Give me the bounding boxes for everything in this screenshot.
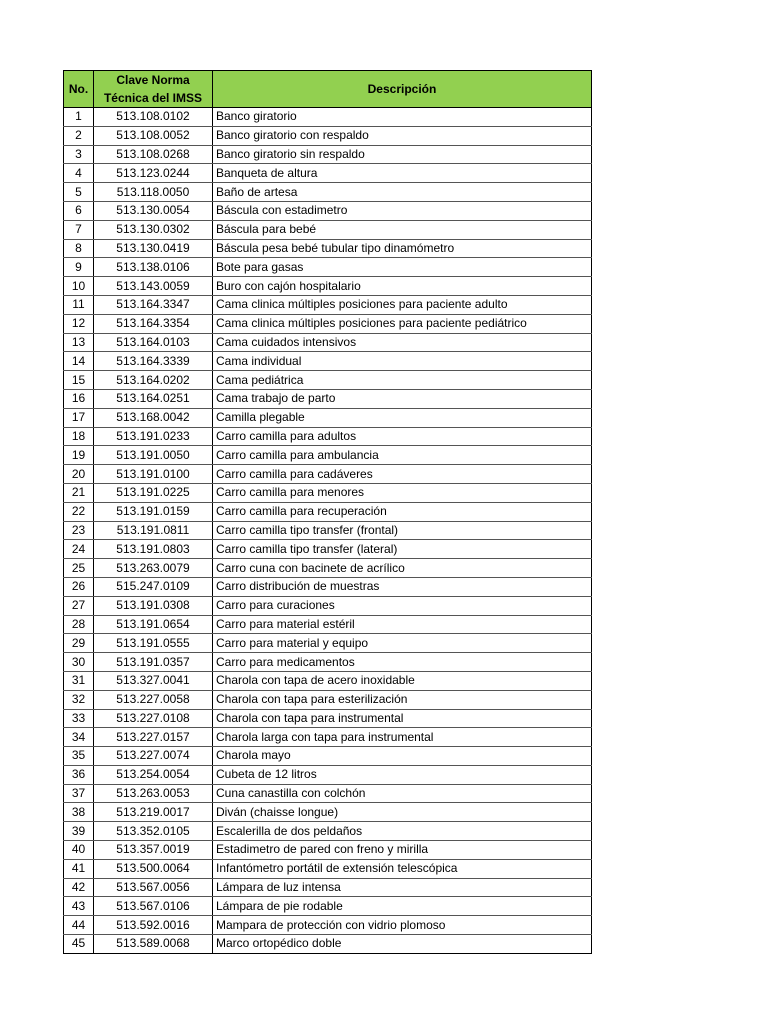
descripcion-cell: Charola con tapa para esterilización bbox=[213, 690, 592, 709]
table-row bbox=[64, 220, 592, 239]
row-number-cell: 11 bbox=[64, 295, 94, 314]
descripcion-cell: Carro camilla tipo transfer (frontal) bbox=[213, 521, 592, 540]
table-row bbox=[64, 615, 592, 634]
table-row bbox=[64, 371, 592, 390]
header-row bbox=[64, 71, 592, 108]
descripcion-cell: Cama clinica múltiples posiciones para paciente adulto bbox=[213, 295, 592, 314]
row-number-cell: 30 bbox=[64, 653, 94, 672]
row-number-cell: 6 bbox=[64, 201, 94, 220]
clave-cell: 513.164.0251 bbox=[94, 389, 213, 408]
clave-cell: 513.191.0811 bbox=[94, 521, 213, 540]
row-number-cell: 42 bbox=[64, 878, 94, 897]
row-number-cell: 17 bbox=[64, 408, 94, 427]
row-number-cell: 31 bbox=[64, 671, 94, 690]
row-number-cell: 8 bbox=[64, 239, 94, 258]
clave-cell: 513.191.0308 bbox=[94, 596, 213, 615]
table-row bbox=[64, 502, 592, 521]
row-number-cell: 43 bbox=[64, 897, 94, 916]
table-row bbox=[64, 465, 592, 484]
clave-cell: 513.191.0100 bbox=[94, 465, 213, 484]
row-number-cell: 35 bbox=[64, 747, 94, 766]
descripcion-cell: Lámpara de luz intensa bbox=[213, 878, 592, 897]
row-number-cell: 28 bbox=[64, 615, 94, 634]
clave-cell: 513.164.0202 bbox=[94, 371, 213, 390]
clave-cell: 513.164.0103 bbox=[94, 333, 213, 352]
row-number-cell: 20 bbox=[64, 465, 94, 484]
clave-cell: 513.567.0106 bbox=[94, 897, 213, 916]
descripcion-cell: Lámpara de pie rodable bbox=[213, 897, 592, 916]
row-number-cell: 33 bbox=[64, 709, 94, 728]
row-number-cell: 3 bbox=[64, 145, 94, 164]
row-number-cell: 9 bbox=[64, 258, 94, 277]
row-number-cell: 7 bbox=[64, 220, 94, 239]
row-number-cell: 1 bbox=[64, 108, 94, 127]
header-no: No. bbox=[64, 71, 94, 108]
descripcion-cell: Carro camilla para cadáveres bbox=[213, 465, 592, 484]
clave-cell: 513.227.0157 bbox=[94, 728, 213, 747]
descripcion-cell: Charola con tapa para instrumental bbox=[213, 709, 592, 728]
table-row bbox=[64, 822, 592, 841]
table-row bbox=[64, 897, 592, 916]
table-row bbox=[64, 446, 592, 465]
table-row bbox=[64, 521, 592, 540]
descripcion-cell: Carro para material estéril bbox=[213, 615, 592, 634]
clave-cell: 513.191.0050 bbox=[94, 446, 213, 465]
row-number-cell: 25 bbox=[64, 559, 94, 578]
table-row bbox=[64, 577, 592, 596]
row-number-cell: 2 bbox=[64, 126, 94, 145]
descripcion-cell: Buro con cajón hospitalario bbox=[213, 277, 592, 296]
row-number-cell: 26 bbox=[64, 577, 94, 596]
row-number-cell: 45 bbox=[64, 935, 94, 954]
table-row bbox=[64, 784, 592, 803]
row-number-cell: 12 bbox=[64, 314, 94, 333]
descripcion-cell: Charola con tapa de acero inoxidable bbox=[213, 671, 592, 690]
clave-cell: 513.191.0159 bbox=[94, 502, 213, 521]
table-row bbox=[64, 653, 592, 672]
clave-cell: 513.357.0019 bbox=[94, 841, 213, 860]
header-clave: Clave Norma Técnica del IMSS bbox=[94, 71, 213, 108]
descripcion-cell: Carro para material y equipo bbox=[213, 634, 592, 653]
table-row bbox=[64, 126, 592, 145]
descripcion-cell: Marco ortopédico doble bbox=[213, 935, 592, 954]
descripcion-cell: Carro camilla para ambulancia bbox=[213, 446, 592, 465]
row-number-cell: 32 bbox=[64, 690, 94, 709]
table-row bbox=[64, 559, 592, 578]
row-number-cell: 23 bbox=[64, 521, 94, 540]
table-row bbox=[64, 408, 592, 427]
row-number-cell: 24 bbox=[64, 540, 94, 559]
clave-cell: 513.164.3354 bbox=[94, 314, 213, 333]
table-row bbox=[64, 803, 592, 822]
clave-cell: 513.219.0017 bbox=[94, 803, 213, 822]
equipment-table bbox=[63, 70, 592, 954]
clave-cell: 513.327.0041 bbox=[94, 671, 213, 690]
clave-cell: 513.123.0244 bbox=[94, 164, 213, 183]
table-row bbox=[64, 878, 592, 897]
row-number-cell: 22 bbox=[64, 502, 94, 521]
descripcion-cell: Bote para gasas bbox=[213, 258, 592, 277]
descripcion-cell: Banco giratorio sin respaldo bbox=[213, 145, 592, 164]
table-row bbox=[64, 352, 592, 371]
table-row bbox=[64, 709, 592, 728]
descripcion-cell: Carro cuna con bacinete de acrílico bbox=[213, 559, 592, 578]
descripcion-cell: Carro para medicamentos bbox=[213, 653, 592, 672]
row-number-cell: 16 bbox=[64, 389, 94, 408]
table-row bbox=[64, 389, 592, 408]
row-number-cell: 34 bbox=[64, 728, 94, 747]
clave-cell: 513.592.0016 bbox=[94, 916, 213, 935]
descripcion-cell: Mampara de protección con vidrio plomoso bbox=[213, 916, 592, 935]
table-row bbox=[64, 239, 592, 258]
descripcion-cell: Charola larga con tapa para instrumental bbox=[213, 728, 592, 747]
descripcion-cell: Báscula pesa bebé tubular tipo dinamómetro bbox=[213, 239, 592, 258]
clave-cell: 513.118.0050 bbox=[94, 183, 213, 202]
table-row bbox=[64, 295, 592, 314]
row-number-cell: 36 bbox=[64, 765, 94, 784]
row-number-cell: 29 bbox=[64, 634, 94, 653]
table-row bbox=[64, 277, 592, 296]
row-number-cell: 10 bbox=[64, 277, 94, 296]
table-row bbox=[64, 935, 592, 954]
header-descripcion: Descripción bbox=[213, 71, 592, 108]
row-number-cell: 15 bbox=[64, 371, 94, 390]
row-number-cell: 39 bbox=[64, 822, 94, 841]
clave-cell: 513.191.0357 bbox=[94, 653, 213, 672]
row-number-cell: 21 bbox=[64, 483, 94, 502]
descripcion-cell: Báscula con estadimetro bbox=[213, 201, 592, 220]
clave-cell: 513.168.0042 bbox=[94, 408, 213, 427]
descripcion-cell: Carro camilla para menores bbox=[213, 483, 592, 502]
clave-cell: 513.130.0419 bbox=[94, 239, 213, 258]
table-row bbox=[64, 145, 592, 164]
clave-cell: 513.164.3339 bbox=[94, 352, 213, 371]
descripcion-cell: Carro camilla tipo transfer (lateral) bbox=[213, 540, 592, 559]
clave-cell: 513.130.0054 bbox=[94, 201, 213, 220]
clave-cell: 513.352.0105 bbox=[94, 822, 213, 841]
descripcion-cell: Cama clinica múltiples posiciones para paciente pediátrico bbox=[213, 314, 592, 333]
clave-cell: 513.191.0654 bbox=[94, 615, 213, 634]
clave-cell: 513.108.0268 bbox=[94, 145, 213, 164]
clave-cell: 513.500.0064 bbox=[94, 859, 213, 878]
clave-cell: 513.254.0054 bbox=[94, 765, 213, 784]
descripcion-cell: Escalerilla de dos peldaños bbox=[213, 822, 592, 841]
row-number-cell: 38 bbox=[64, 803, 94, 822]
descripcion-cell: Camilla plegable bbox=[213, 408, 592, 427]
descripcion-cell: Banco giratorio con respaldo bbox=[213, 126, 592, 145]
table-row bbox=[64, 596, 592, 615]
row-number-cell: 5 bbox=[64, 183, 94, 202]
table-row bbox=[64, 765, 592, 784]
table-row bbox=[64, 690, 592, 709]
descripcion-cell: Carro camilla para recuperación bbox=[213, 502, 592, 521]
table-row bbox=[64, 671, 592, 690]
row-number-cell: 37 bbox=[64, 784, 94, 803]
row-number-cell: 44 bbox=[64, 916, 94, 935]
table-row bbox=[64, 728, 592, 747]
clave-cell: 513.108.0102 bbox=[94, 108, 213, 127]
descripcion-cell: Banqueta de altura bbox=[213, 164, 592, 183]
clave-cell: 513.143.0059 bbox=[94, 277, 213, 296]
clave-cell: 513.567.0056 bbox=[94, 878, 213, 897]
descripcion-cell: Cubeta de 12 litros bbox=[213, 765, 592, 784]
table-row bbox=[64, 427, 592, 446]
descripcion-cell: Cama trabajo de parto bbox=[213, 389, 592, 408]
table-row bbox=[64, 164, 592, 183]
descripcion-cell: Carro camilla para adultos bbox=[213, 427, 592, 446]
table-row bbox=[64, 859, 592, 878]
table-body bbox=[64, 108, 592, 954]
clave-cell: 513.227.0058 bbox=[94, 690, 213, 709]
descripcion-cell: Cama pediátrica bbox=[213, 371, 592, 390]
clave-cell: 513.191.0555 bbox=[94, 634, 213, 653]
clave-cell: 513.164.3347 bbox=[94, 295, 213, 314]
descripcion-cell: Banco giratorio bbox=[213, 108, 592, 127]
descripcion-cell: Charola mayo bbox=[213, 747, 592, 766]
descripcion-cell: Estadimetro de pared con freno y mirilla bbox=[213, 841, 592, 860]
table-row bbox=[64, 747, 592, 766]
descripcion-cell: Infantómetro portátil de extensión telescópica bbox=[213, 859, 592, 878]
row-number-cell: 41 bbox=[64, 859, 94, 878]
clave-cell: 513.227.0074 bbox=[94, 747, 213, 766]
table-row bbox=[64, 916, 592, 935]
clave-cell: 513.130.0302 bbox=[94, 220, 213, 239]
row-number-cell: 27 bbox=[64, 596, 94, 615]
clave-cell: 513.191.0233 bbox=[94, 427, 213, 446]
clave-cell: 515.247.0109 bbox=[94, 577, 213, 596]
clave-cell: 513.227.0108 bbox=[94, 709, 213, 728]
table-row bbox=[64, 483, 592, 502]
descripcion-cell: Baño de artesa bbox=[213, 183, 592, 202]
row-number-cell: 13 bbox=[64, 333, 94, 352]
clave-cell: 513.589.0068 bbox=[94, 935, 213, 954]
table-row bbox=[64, 314, 592, 333]
row-number-cell: 18 bbox=[64, 427, 94, 446]
row-number-cell: 19 bbox=[64, 446, 94, 465]
table-row bbox=[64, 841, 592, 860]
clave-cell: 513.108.0052 bbox=[94, 126, 213, 145]
table-row bbox=[64, 333, 592, 352]
descripcion-cell: Carro distribución de muestras bbox=[213, 577, 592, 596]
table-row bbox=[64, 634, 592, 653]
descripcion-cell: Cama cuidados intensivos bbox=[213, 333, 592, 352]
table-row bbox=[64, 258, 592, 277]
table-row bbox=[64, 183, 592, 202]
table-row bbox=[64, 540, 592, 559]
row-number-cell: 4 bbox=[64, 164, 94, 183]
table-row bbox=[64, 201, 592, 220]
descripcion-cell: Cama individual bbox=[213, 352, 592, 371]
clave-cell: 513.263.0079 bbox=[94, 559, 213, 578]
row-number-cell: 40 bbox=[64, 841, 94, 860]
clave-cell: 513.263.0053 bbox=[94, 784, 213, 803]
clave-cell: 513.138.0106 bbox=[94, 258, 213, 277]
row-number-cell: 14 bbox=[64, 352, 94, 371]
descripcion-cell: Cuna canastilla con colchón bbox=[213, 784, 592, 803]
table-row bbox=[64, 108, 592, 127]
descripcion-cell: Diván (chaisse longue) bbox=[213, 803, 592, 822]
descripcion-cell: Báscula para bebé bbox=[213, 220, 592, 239]
descripcion-cell: Carro para curaciones bbox=[213, 596, 592, 615]
clave-cell: 513.191.0803 bbox=[94, 540, 213, 559]
clave-cell: 513.191.0225 bbox=[94, 483, 213, 502]
